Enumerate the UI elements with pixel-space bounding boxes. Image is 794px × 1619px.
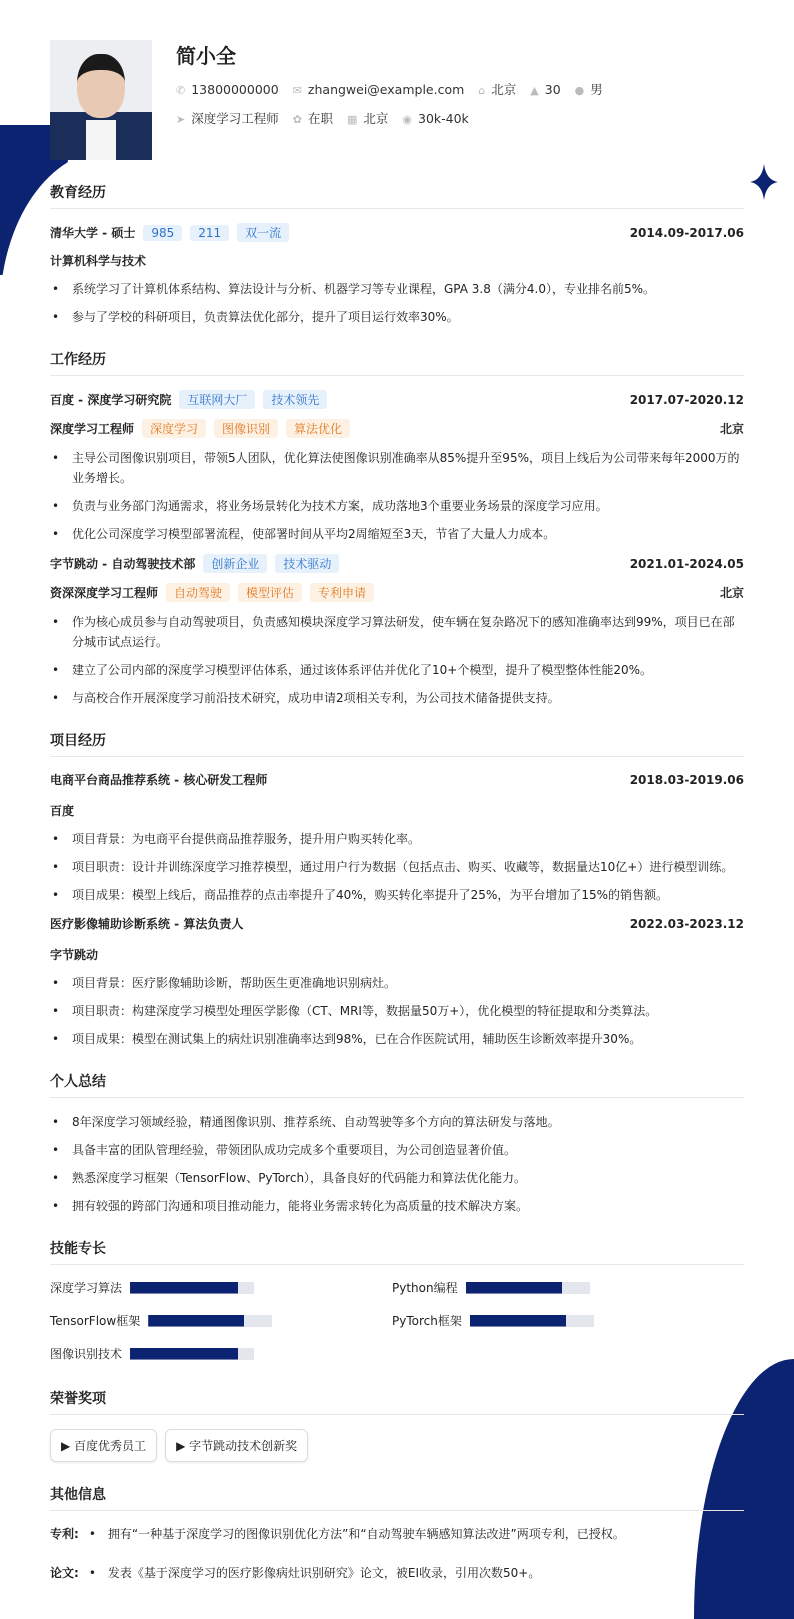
company: 字节跳动 - 自动驾驶技术部 (50, 557, 196, 571)
award-label: 百度优秀员工 (74, 1439, 147, 1453)
skill-name: 深度学习算法 (50, 1281, 123, 1295)
section-title: 技能专长 (50, 1238, 744, 1265)
company: 百度 - 深度学习研究院 (50, 393, 172, 407)
mail-icon: ✉ (292, 83, 302, 97)
building-icon: ▦ (346, 113, 358, 126)
tag: 985 (143, 225, 182, 241)
skill-bar (130, 1282, 254, 1294)
section-title: 项目经历 (50, 730, 744, 757)
skill-item (392, 1312, 734, 1329)
section-title: 荣誉奖项 (50, 1388, 744, 1415)
project-list (50, 771, 744, 1049)
play-icon: ▶ (61, 1439, 75, 1453)
project-section (50, 730, 744, 1049)
salary: 30k-40k (418, 110, 469, 126)
tag: 211 (190, 225, 229, 241)
skills-grid (50, 1279, 744, 1362)
bullet: • (88, 1526, 96, 1541)
job-status: 在职 (307, 111, 333, 126)
age: 30 (544, 81, 561, 97)
other-text: 拥有“一种基于深度学习的图像识别优化方法”和“自动驾驶车辆感知算法改进”两项专利，已授权。 (107, 1527, 625, 1541)
date: 2014.09-2017.06 (629, 225, 744, 240)
date: 2022.03-2023.12 (629, 916, 744, 931)
list-item: • 参与了学校的科研项目，负责算法优化部分，提升了项目运行效率30%。 (50, 307, 744, 327)
list-item: • 系统学习了计算机体系结构、算法设计与分析、机器学习等专业课程，GPA 3.8（满分4.0），专业排名前5%。 (50, 279, 744, 299)
list-item: • 建立了公司内部的深度学习模型评估体系，通过该体系评估并优化了10+个模型，提升了模型整体性能20%。 (50, 660, 744, 680)
gender: 男 (590, 82, 603, 97)
summary-section (50, 1071, 744, 1216)
list-item: • 8年深度学习领域经验，精通图像识别、推荐系统、自动驾驶等多个方向的算法研发与落地。 (50, 1112, 744, 1132)
date: 2018.03-2019.06 (629, 772, 744, 787)
list-item: • 项目背景：为电商平台提供商品推荐服务，提升用户购买转化率。 (50, 829, 744, 849)
skill-bar (130, 1348, 254, 1360)
list-item: • 负责与业务部门沟通需求，将业务场景转化为技术方案，成功落地3个重要业务场景的深度学习应用。 (50, 496, 744, 516)
tag: 双一流 (237, 223, 289, 242)
other-list (50, 1525, 744, 1581)
project-name: 医疗影像辅助诊断系统 - 算法负责人 (50, 917, 244, 931)
other-item (50, 1525, 744, 1542)
tag: 模型评估 (238, 583, 302, 602)
list-item: • 项目职责：设计并训练深度学习推荐模型，通过用户行为数据（包括点击、购买、收藏等，数据量达10亿+）进行模型训练。 (50, 857, 744, 877)
skill-name: Python编程 (392, 1281, 458, 1295)
tag: 技术领先 (263, 390, 327, 409)
tag: 深度学习 (142, 419, 206, 438)
list-item: • 项目职责：构建深度学习模型处理医学影像（CT、MRI等，数据量50万+），优化模型的特征提取和分类算法。 (50, 1001, 744, 1021)
school: 清华大学 - 硕士 (50, 226, 136, 240)
awards-list (50, 1429, 744, 1462)
project-name: 电商平台商品推荐系统 - 核心研发工程师 (50, 773, 268, 787)
other-section (50, 1484, 744, 1581)
tag: 自动驾驶 (166, 583, 230, 602)
role: 深度学习工程师 (50, 422, 135, 436)
tag: 创新企业 (203, 554, 267, 573)
tag: 专利申请 (310, 583, 374, 602)
age-icon: ▲ (530, 83, 539, 97)
date: 2017.07-2020.12 (629, 392, 744, 407)
list-item: • 具备丰富的团队管理经验，带领团队成功完成多个重要项目，为公司创造显著价值。 (50, 1140, 744, 1160)
summary-list (50, 1112, 744, 1216)
section-title: 个人总结 (50, 1071, 744, 1098)
skill-item (392, 1279, 734, 1296)
phone-icon: ✆ (176, 83, 186, 97)
award-label: 字节跳动技术创新奖 (189, 1439, 298, 1453)
work-section (50, 349, 744, 708)
phone: 13800000000 (191, 81, 279, 97)
skill-bar-fill (130, 1282, 238, 1294)
skills-section (50, 1238, 744, 1362)
city: 北京 (491, 82, 517, 97)
awards-section (50, 1388, 744, 1462)
skill-name: 图像识别技术 (50, 1347, 123, 1361)
list-item: • 主导公司图像识别项目，带领5人团队，优化算法使图像识别准确率从85%提升至95%，项目上线后为公司带来每年2000万的业务增长。 (50, 448, 744, 488)
role: 资深深度学习工程师 (50, 586, 159, 600)
avatar (50, 40, 152, 160)
bullet: • (88, 1565, 96, 1580)
section-title: 教育经历 (50, 182, 744, 209)
email: zhangwei@example.com (307, 81, 465, 97)
date: 2021.01-2024.05 (629, 556, 744, 571)
list-item: • 项目成果：模型在测试集上的病灶识别准确率达到98%，已在合作医院试用，辅助医生诊断效率提升30%。 (50, 1029, 744, 1049)
section-title: 其他信息 (50, 1484, 744, 1511)
skill-name: TensorFlow框架 (50, 1314, 141, 1328)
list-item: • 拥有较强的跨部门沟通和项目推动能力，能将业务需求转化为高质量的技术解决方案。 (50, 1196, 744, 1216)
city: 北京 (719, 422, 744, 436)
list-item: • 项目成果：模型上线后，商品推荐的点击率提升了40%，购买转化率提升了25%，为平台增加了15%的销售额。 (50, 885, 744, 905)
job-title: 深度学习工程师 (191, 111, 279, 126)
list-item: • 作为核心成员参与自动驾驶项目，负责感知模块深度学习算法研发，使车辆在复杂路况下的感知准确率达到99%，项目已在部分城市试点运行。 (50, 612, 744, 652)
list-item: • 熟悉深度学习框架（TensorFlow、PyTorch），具备良好的代码能力和算法优化能力。 (50, 1168, 744, 1188)
project-org: 百度 (50, 804, 75, 818)
section-title: 工作经历 (50, 349, 744, 376)
money-icon: ◉ (402, 112, 412, 126)
skill-bar-fill (470, 1315, 566, 1327)
candidate-name: 简小全 (176, 44, 236, 68)
tag: 算法优化 (286, 419, 350, 438)
header (50, 40, 744, 160)
major: 计算机科学与技术 (50, 254, 147, 268)
skill-item (50, 1312, 392, 1329)
skill-bar (148, 1315, 272, 1327)
skill-bar-fill (130, 1348, 238, 1360)
gender-icon: ● (574, 84, 585, 97)
skill-bar (470, 1315, 594, 1327)
award-item (165, 1429, 308, 1462)
star-icon (750, 164, 778, 200)
skill-name: PyTorch框架 (392, 1314, 462, 1328)
award-item (50, 1429, 157, 1462)
other-text: 发表《基于深度学习的医疗影像病灶识别研究》论文，被EI收录，引用次数50+。 (107, 1566, 541, 1580)
send-icon: ➤ (176, 113, 186, 126)
other-label: 论文: (50, 1566, 79, 1580)
play-icon: ▶ (176, 1439, 190, 1453)
list-item: • 与高校合作开展深度学习前沿技术研究，成功申请2项相关专利，为公司技术储备提供支持。 (50, 688, 744, 708)
other-item (50, 1564, 744, 1581)
status-icon: ✿ (292, 113, 302, 126)
skill-bar-fill (148, 1315, 244, 1327)
city: 北京 (719, 586, 744, 600)
skill-item (50, 1345, 392, 1362)
list-item: • 优化公司深度学习模型部署流程，使部署时间从平均2周缩短至3天，节省了大量人力成本。 (50, 524, 744, 544)
target-city: 北京 (363, 111, 389, 126)
skill-bar (466, 1282, 590, 1294)
work-list (50, 390, 744, 708)
project-org: 字节跳动 (50, 948, 99, 962)
skill-bar-fill (466, 1282, 562, 1294)
tag: 图像识别 (214, 419, 278, 438)
tag: 互联网大厂 (179, 390, 255, 409)
skill-item (50, 1279, 392, 1296)
list-item: • 项目背景：医疗影像辅助诊断，帮助医生更准确地识别病灶。 (50, 973, 744, 993)
education-section (50, 182, 744, 327)
other-label: 专利: (50, 1527, 79, 1541)
tag: 技术驱动 (275, 554, 339, 573)
home-icon: ⌂ (478, 84, 486, 97)
